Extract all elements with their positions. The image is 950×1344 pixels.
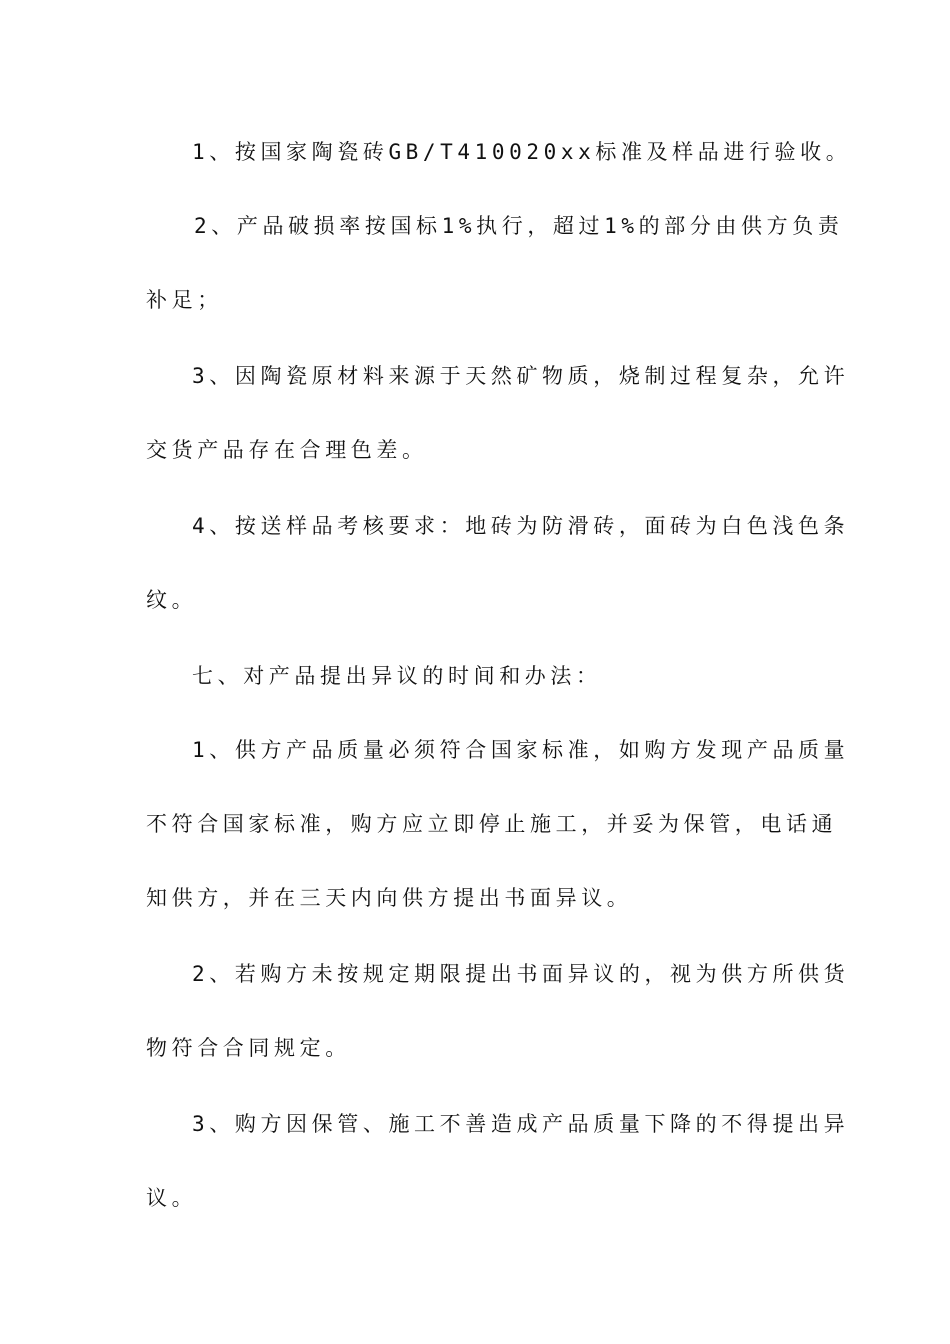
clause-7-3-line-1: 3、购方因保管、施工不善造成产品质量下降的不得提出异 <box>192 1112 850 1136</box>
clause-6-4-line-1: 4、按送样品考核要求：地砖为防滑砖，面砖为白色浅色条 <box>192 514 850 538</box>
clause-6-2-line-2: 补足； <box>146 288 223 312</box>
clause-7-2-line-1: 2、若购方未按规定期限提出书面异议的，视为供方所供货 <box>192 962 850 986</box>
clause-7-2-line-2: 物符合合同规定。 <box>146 1036 351 1060</box>
clause-6-3-line-1: 3、因陶瓷原材料来源于天然矿物质，烧制过程复杂，允许 <box>192 364 850 388</box>
clause-6-2-line-1: 2、产品破损率按国标1%执行，超过1%的部分由供方负责 <box>194 214 844 238</box>
clause-7-3-line-2: 议。 <box>146 1186 198 1210</box>
clause-6-4-line-2: 纹。 <box>146 588 198 612</box>
clause-6-3-line-2: 交货产品存在合理色差。 <box>146 438 428 462</box>
section-7-heading: 七、对产品提出异议的时间和办法： <box>192 664 602 688</box>
clause-7-1-line-2: 不符合国家标准，购方应立即停止施工，并妥为保管，电话通 <box>146 812 838 836</box>
clause-7-1-line-1: 1、供方产品质量必须符合国家标准，如购方发现产品质量 <box>192 738 850 762</box>
clause-7-1-line-3: 知供方，并在三天内向供方提出书面异议。 <box>146 886 633 910</box>
clause-6-1-line-1: 1、按国家陶瓷砖GB/T410020xx标准及样品进行验收。 <box>192 140 852 164</box>
